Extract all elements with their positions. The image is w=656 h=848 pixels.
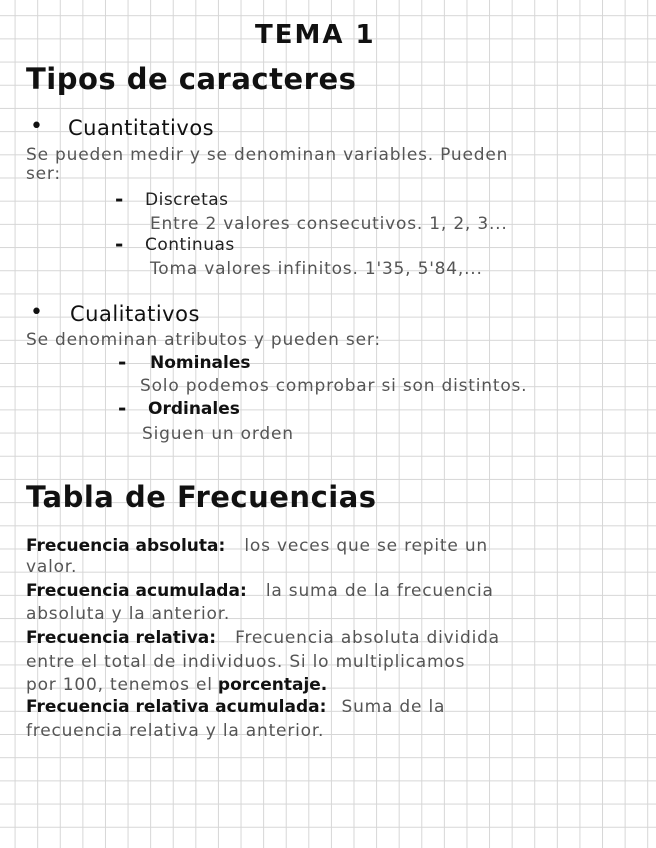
desc-acumulada-1: la suma de la frecuencia — [265, 581, 494, 601]
desc-absoluta-1: los veces que se repite un — [244, 536, 488, 556]
desc-acumulada-2: absoluta y la anterior. — [26, 604, 231, 624]
desc-relativa-3a: por 100, tenemos el — [26, 675, 213, 695]
desc-nominales: Solo podemos comprobar si son distintos. — [140, 376, 528, 396]
term-relativa-acumulada: Frecuencia relativa acumulada: — [26, 697, 327, 717]
dash-nominales: - — [118, 350, 127, 374]
desc-relativa-3b: porcentaje. — [217, 675, 328, 695]
bullet-cualitativos: • — [30, 300, 43, 325]
label-continuas: Continuas — [145, 235, 235, 255]
frecuencia-acumulada — [26, 581, 494, 601]
desc-cualitativos: Se denominan atributos y pueden ser: — [26, 330, 381, 350]
desc-relativa-1: Frecuencia absoluta dividida — [235, 628, 500, 648]
section-heading-tabla: Tabla de Frecuencias — [26, 480, 377, 514]
label-cualitativos: Cualitativos — [70, 302, 200, 326]
dash-discretas: - — [115, 187, 124, 211]
desc-relativa-2: entre el total de individuos. Si lo multiplicamos — [26, 652, 466, 672]
label-cuantitativos: Cuantitativos — [68, 116, 215, 140]
page-title: TEMA 1 — [255, 20, 376, 50]
desc-cuantitativos-1: Se pueden medir y se denominan variables. Pueden — [26, 145, 509, 165]
desc-relativa-acumulada-1: Suma de la — [341, 697, 446, 717]
term-acumulada: Frecuencia acumulada: — [26, 581, 247, 601]
frecuencia-absoluta — [26, 536, 488, 556]
label-discretas: Discretas — [145, 190, 229, 210]
desc-continuas: Toma valores infinitos. 1'35, 5'84,... — [150, 259, 483, 279]
frecuencia-relativa-acumulada — [26, 697, 445, 717]
desc-absoluta-2: valor. — [26, 557, 78, 577]
term-absoluta: Frecuencia absoluta: — [26, 536, 226, 556]
dash-continuas: - — [115, 232, 124, 256]
section-heading-tipos: Tipos de caracteres — [26, 62, 357, 96]
desc-relativa-acumulada-2: frecuencia relativa y la anterior. — [26, 721, 325, 741]
term-relativa: Frecuencia relativa: — [26, 628, 217, 648]
desc-cuantitativos-2: ser: — [26, 164, 61, 184]
desc-ordinales: Siguen un orden — [142, 424, 294, 444]
dash-ordinales: - — [118, 396, 127, 420]
desc-relativa-3 — [26, 675, 327, 695]
label-ordinales: Ordinales — [148, 399, 240, 419]
frecuencia-relativa — [26, 628, 500, 648]
desc-discretas: Entre 2 valores consecutivos. 1, 2, 3... — [150, 214, 508, 234]
bullet-cuantitativos: • — [30, 114, 43, 139]
label-nominales: Nominales — [150, 353, 251, 373]
